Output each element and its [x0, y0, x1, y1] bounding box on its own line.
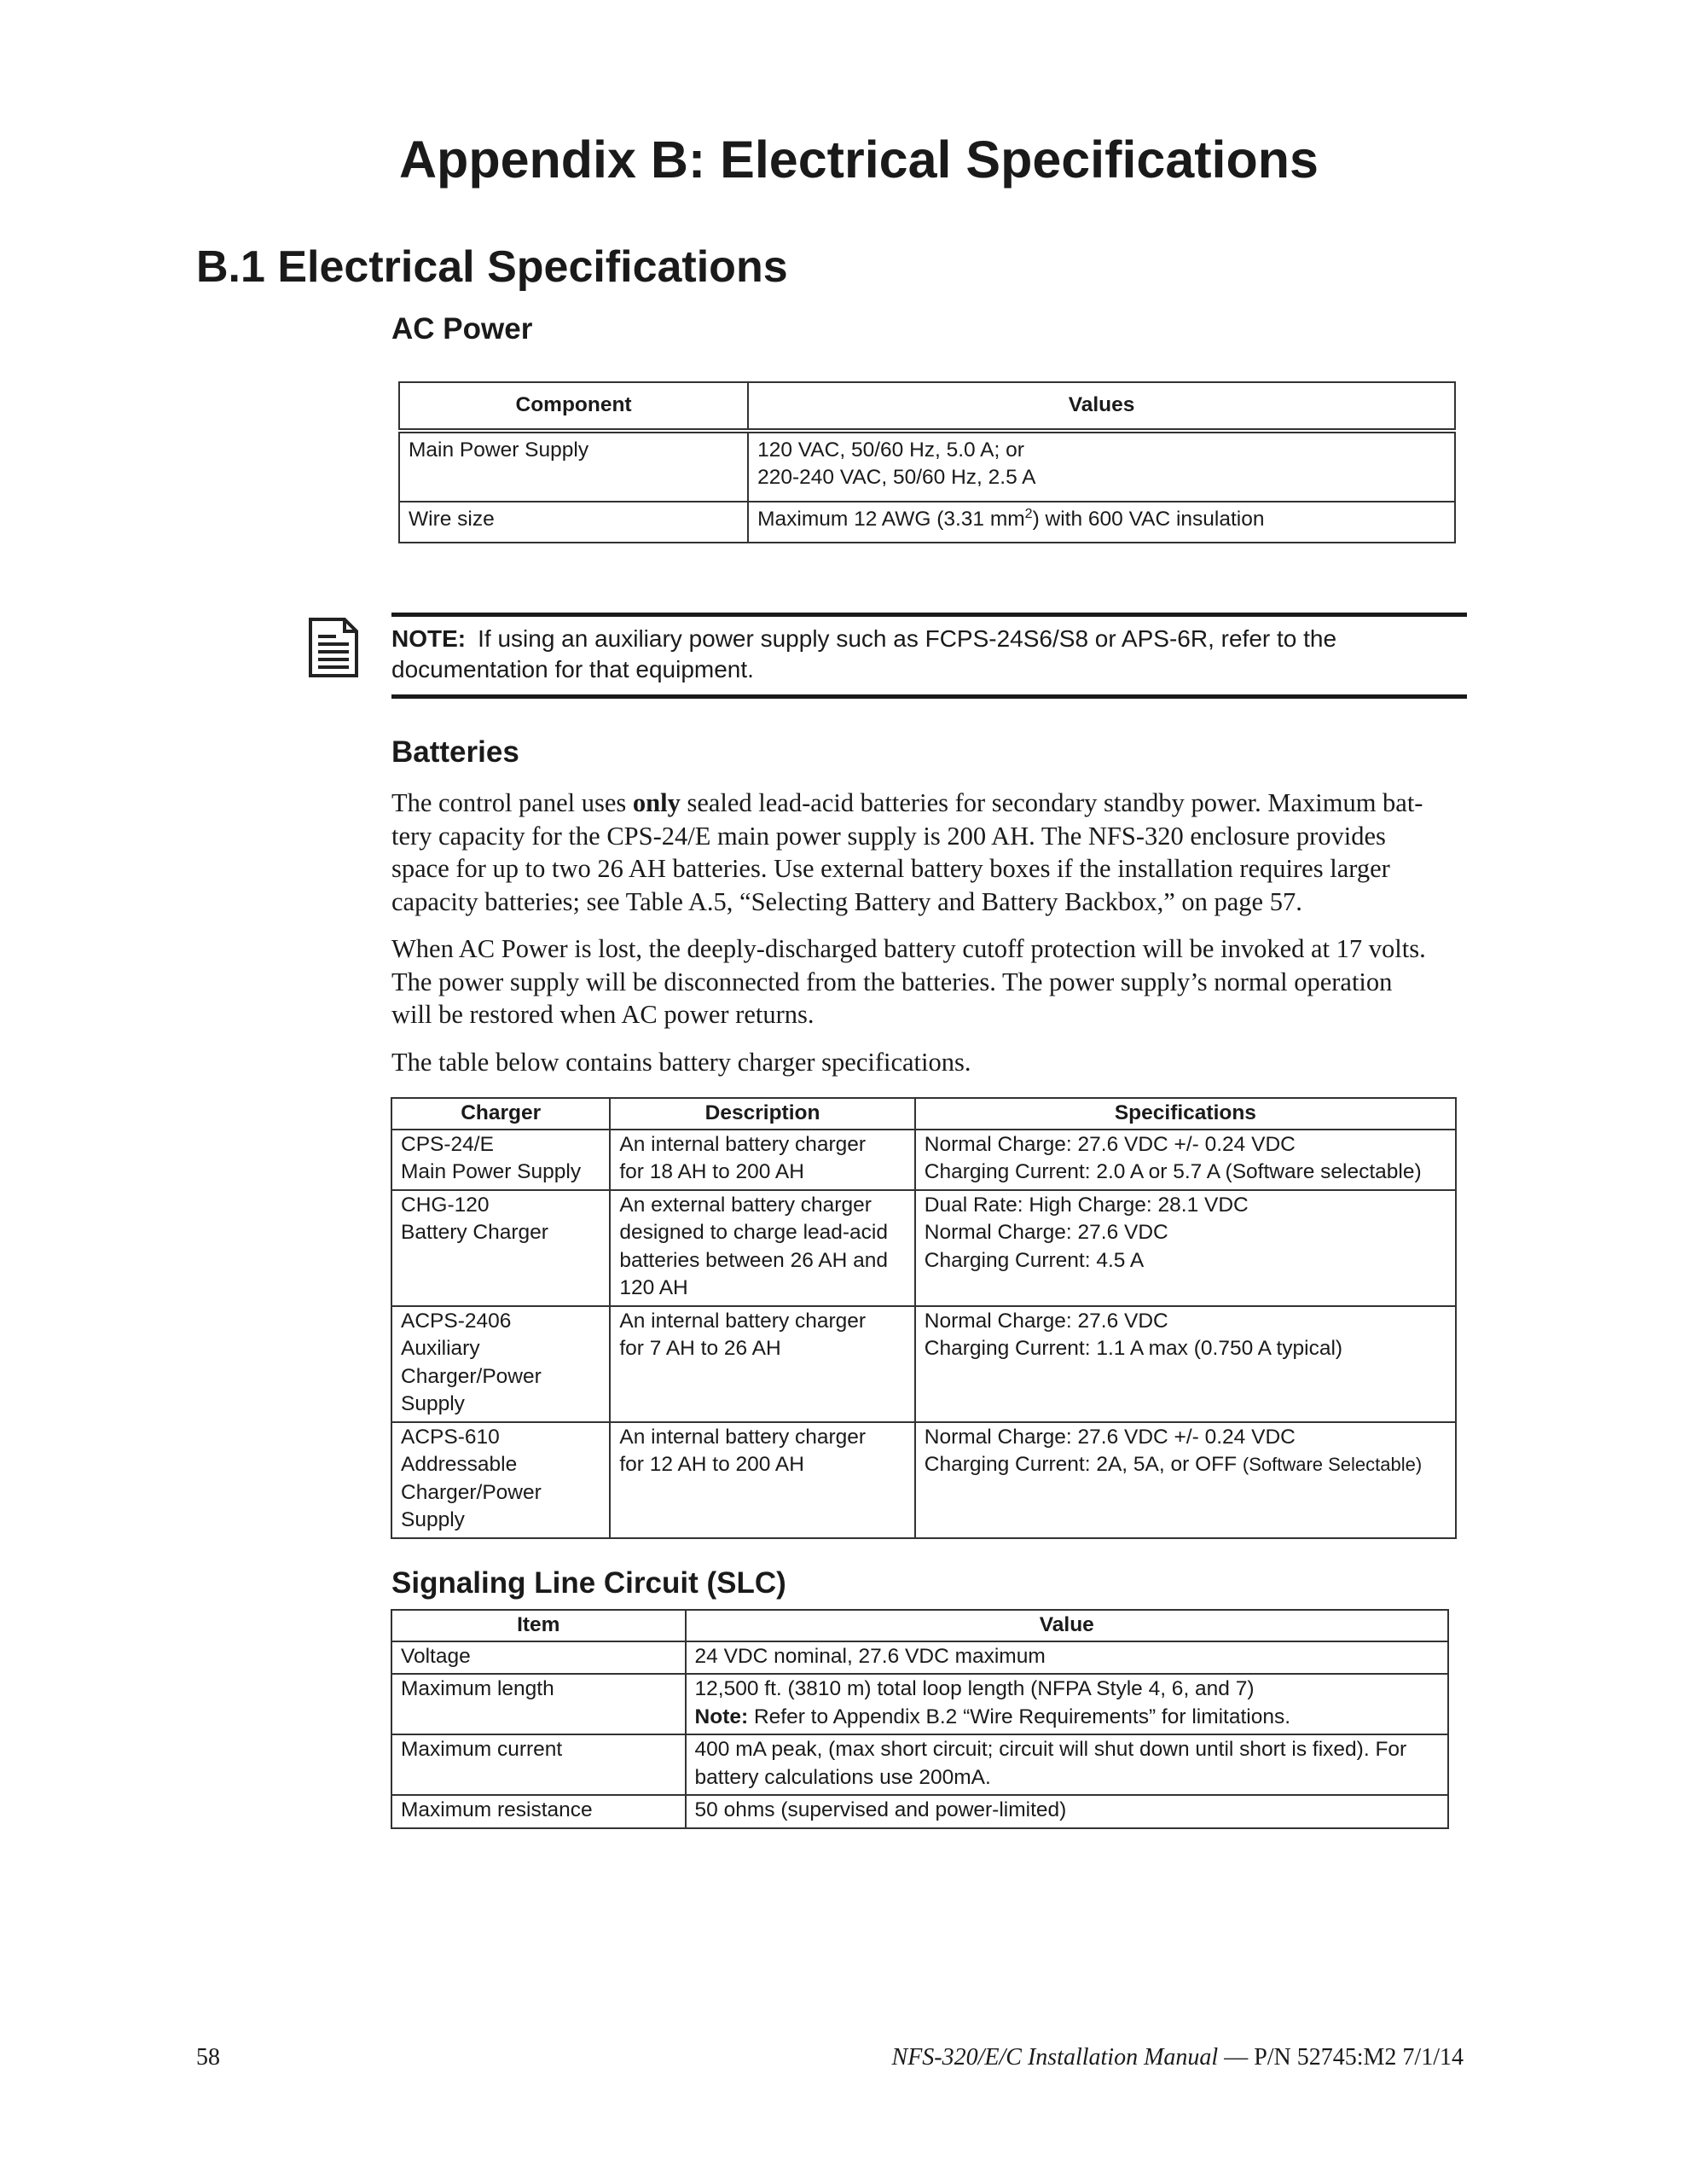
table-cell	[915, 1422, 1456, 1538]
text-line: tery capacity for the CPS-24/E main power supply is 200 AH. The NFS-320 enclosure provides	[391, 821, 1386, 851]
table-header-row	[391, 1098, 1456, 1130]
wire-size-text-end: ) with 600 VAC insulation	[1032, 507, 1265, 531]
ac-power-heading: AC Power	[391, 312, 533, 346]
cell-text: Wire size	[409, 507, 495, 531]
cell-text: Battery Charger	[401, 1221, 548, 1244]
column-header: Description	[610, 1098, 914, 1130]
batteries-paragraph-3	[391, 1046, 1466, 1079]
table-cell	[399, 431, 748, 502]
table-cell	[915, 1306, 1456, 1422]
text-line: The table below contains battery charger specifications.	[391, 1048, 971, 1077]
table-row	[391, 1674, 1448, 1734]
table-cell	[610, 1190, 914, 1306]
table-cell	[391, 1422, 610, 1538]
cell-text: Charging Current: 4.5 A	[924, 1248, 1145, 1272]
cell-text: Charging Current: 1.1 A max (0.750 A typical)	[924, 1337, 1343, 1360]
text-line: When AC Power is lost, the deeply-discharged battery cutoff protection will be invoked at 17 volts.	[391, 934, 1426, 963]
part-number: — P/N 52745:M2 7/1/14	[1218, 2044, 1464, 2071]
note-bottom-rule	[391, 694, 1467, 699]
cell-text: Normal Charge: 27.6 VDC	[924, 1221, 1168, 1244]
emphasis: only	[632, 788, 681, 817]
table-cell	[391, 1734, 686, 1795]
table-row	[391, 1190, 1456, 1306]
column-header: Charger	[391, 1098, 610, 1130]
cell-text: Refer to Appendix B.2 “Wire Requirements” for limitations.	[748, 1705, 1291, 1728]
cell-text: 50 ohms (supervised and power-limited)	[694, 1798, 1067, 1821]
table-cell	[391, 1641, 686, 1675]
table-cell	[391, 1674, 686, 1734]
ac-power-table	[398, 381, 1456, 543]
cell-text: for 7 AH to 26 AH	[619, 1337, 781, 1360]
table-cell	[391, 1795, 686, 1828]
table-header-row	[399, 382, 1455, 431]
cell-text	[925, 1451, 1446, 1479]
appendix-title: Appendix B: Electrical Specifications	[399, 131, 1319, 189]
cell-text: Supply	[401, 1508, 465, 1531]
table-cell	[686, 1641, 1448, 1675]
batteries-paragraph-2	[391, 932, 1466, 1031]
batteries-paragraph-1	[391, 787, 1466, 918]
cell-text: Normal Charge: 27.6 VDC	[924, 1309, 1168, 1333]
text-line: space for up to two 26 AH batteries. Use external battery boxes if the installation requires larger	[391, 854, 1390, 883]
cell-text: batteries between 26 AH and	[619, 1248, 888, 1272]
note-label: Note:	[694, 1705, 749, 1728]
table-row	[391, 1130, 1456, 1190]
column-header: Value	[686, 1610, 1448, 1641]
text: sealed lead-acid batteries for secondary standby power. Maximum bat-	[680, 788, 1423, 817]
cell-text: 120 VAC, 50/60 Hz, 5.0 A; or	[757, 438, 1024, 462]
text-line: The power supply will be disconnected from the batteries. The power supply’s normal operation	[391, 967, 1393, 996]
note	[391, 624, 1467, 685]
table-cell	[686, 1674, 1448, 1734]
table-cell	[610, 1306, 914, 1422]
cell-text: Maximum resistance	[401, 1798, 593, 1821]
page-number: 58	[196, 2044, 220, 2071]
table-row	[399, 431, 1455, 502]
table-cell	[748, 431, 1455, 502]
cell-text: Main Power Supply	[401, 1160, 582, 1183]
cell-text-small: (Software Selectable)	[1242, 1454, 1423, 1475]
footer-title	[892, 2044, 1464, 2071]
column-header: Component	[399, 382, 748, 431]
cell-text: ACPS-2406	[401, 1309, 512, 1333]
table-cell	[686, 1795, 1448, 1828]
cell-text: Addressable	[401, 1453, 518, 1476]
cell-text: 400 mA peak, (max short circuit; circuit will shut down until short is fixed). For	[694, 1738, 1407, 1761]
cell-text: An internal battery charger	[619, 1309, 867, 1333]
table-cell	[915, 1130, 1456, 1190]
cell-text: 24 VDC nominal, 27.6 VDC maximum	[694, 1644, 1046, 1668]
cell-text	[757, 506, 1446, 534]
section-heading: B.1 Electrical Specifications	[196, 242, 788, 292]
table-row	[391, 1422, 1456, 1538]
note-icon	[307, 616, 360, 683]
table-row	[391, 1795, 1448, 1828]
note-label: NOTE:	[391, 625, 467, 652]
cell-text: An internal battery charger	[619, 1425, 867, 1449]
table-cell	[686, 1734, 1448, 1795]
cell-text: designed to charge lead-acid	[619, 1221, 888, 1244]
cell-text: Charger/Power	[401, 1480, 542, 1504]
cell-text: 120 AH	[619, 1276, 688, 1299]
cell-text: Charger/Power	[401, 1364, 542, 1388]
cell-text: Normal Charge: 27.6 VDC +/- 0.24 VDC	[924, 1425, 1296, 1449]
cell-text: Supply	[401, 1392, 465, 1415]
table-cell	[391, 1306, 610, 1422]
cell-text: 12,500 ft. (3810 m) total loop length (NFPA Style 4, 6, and 7)	[694, 1677, 1255, 1700]
slc-heading: Signaling Line Circuit (SLC)	[391, 1566, 786, 1600]
cell-text: for 18 AH to 200 AH	[619, 1160, 804, 1183]
note-top-rule	[391, 613, 1467, 617]
column-header: Specifications	[915, 1098, 1456, 1130]
table-header-row	[391, 1610, 1448, 1641]
note-text: If using an auxiliary power supply such as FCPS-24S6/S8 or APS-6R, refer to the documentation for that equipment.	[391, 625, 1337, 682]
cell-text: battery calculations use 200mA.	[694, 1765, 991, 1789]
table-cell	[748, 502, 1455, 543]
cell-text: Charging Current: 2.0 A or 5.7 A (Software selectable)	[924, 1160, 1422, 1183]
cell-text: Auxiliary	[401, 1337, 480, 1360]
cell-text: for 12 AH to 200 AH	[619, 1453, 804, 1476]
cell-text	[695, 1704, 1439, 1732]
cell-text: Main Power Supply	[409, 438, 589, 462]
cell-text: Dual Rate: High Charge: 28.1 VDC	[924, 1193, 1249, 1217]
text: The control panel uses	[391, 788, 627, 817]
slc-table	[391, 1609, 1449, 1829]
cell-text: Maximum length	[401, 1677, 554, 1700]
cell-text: 220-240 VAC, 50/60 Hz, 2.5 A	[757, 466, 1036, 489]
cell-text: CPS-24/E	[401, 1132, 494, 1156]
batteries-heading: Batteries	[391, 735, 519, 769]
table-row	[399, 502, 1455, 543]
table-cell	[391, 1130, 610, 1190]
table-cell	[610, 1130, 914, 1190]
cell-text: Voltage	[401, 1644, 471, 1668]
column-header: Values	[748, 382, 1455, 431]
cell-text: ACPS-610	[401, 1425, 500, 1449]
battery-charger-table	[391, 1097, 1457, 1539]
table-cell	[915, 1190, 1456, 1306]
cell-text: Maximum current	[401, 1738, 563, 1761]
cell-text: An internal battery charger	[619, 1132, 867, 1156]
text-line	[391, 787, 1466, 820]
manual-title: NFS-320/E/C Installation Manual	[891, 2044, 1219, 2071]
cell-text: Normal Charge: 27.6 VDC +/- 0.24 VDC	[924, 1132, 1296, 1156]
cell-text: Charging Current: 2A, 5A, or OFF	[924, 1453, 1243, 1476]
column-header: Item	[391, 1610, 686, 1641]
table-row	[391, 1306, 1456, 1422]
wire-size-text: Maximum 12 AWG (3.31 mm	[757, 507, 1025, 531]
text-line: capacity batteries; see Table A.5, “Selecting Battery and Battery Backbox,” on page 57.	[391, 886, 1302, 916]
superscript: 2	[1024, 506, 1033, 521]
table-cell	[399, 502, 748, 543]
table-cell	[610, 1422, 914, 1538]
table-row	[391, 1734, 1448, 1795]
cell-text: CHG-120	[401, 1193, 490, 1217]
text-line: will be restored when AC power returns.	[391, 1000, 815, 1029]
cell-text: An external battery charger	[619, 1193, 872, 1217]
table-cell	[391, 1190, 610, 1306]
table-row	[391, 1641, 1448, 1675]
